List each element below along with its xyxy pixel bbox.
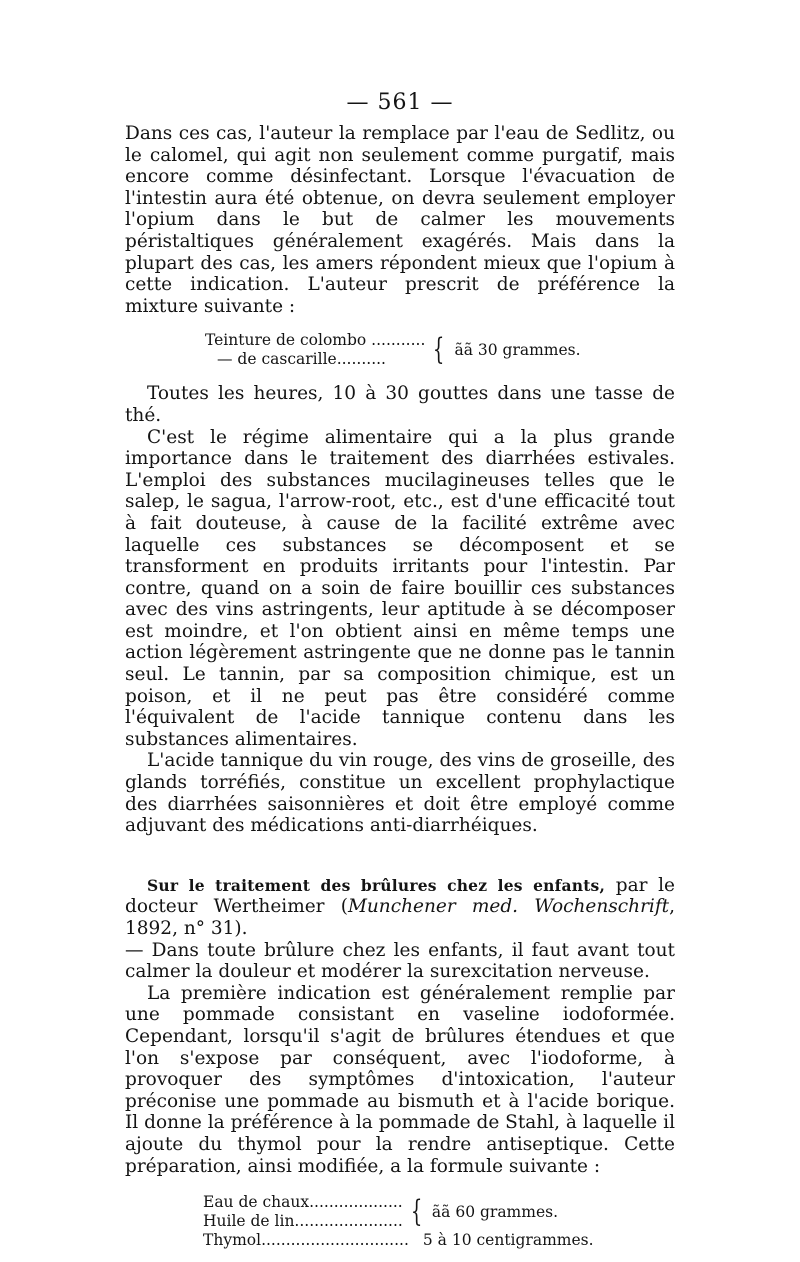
recipe-mixture (205, 331, 675, 369)
section-spacer (125, 837, 675, 875)
recipe-dose: ãã 60 grammes. (431, 1202, 559, 1221)
recipe-dose: ãã 30 grammes. (454, 340, 581, 359)
paragraph-1: Dans ces cas, l'auteur la remplace par l'eau de Sedlitz, ou le calomel, qui agit non seulement comme purgatif, mais encore comme désinfectant. Lorsque l'évacuation de l'intestin aura été obtenue, on devra seulement employer l'opium dans le but de calmer les mouvements péristaltiques généralement exagérés. Mais dans la plupart des cas, les amers répondent mieux que l'opium à cette indication. L'auteur prescrit de préférence la mixture suivante : (125, 123, 675, 317)
page-number: — 561 — (346, 90, 454, 115)
recipe-item-eau-de-chaux: Eau de chaux................... (203, 1193, 403, 1212)
section-byline: par le docteur Wertheimer ( (125, 874, 676, 918)
paragraph-4: L'acide tannique du vin rouge, des vins de groseille, des glands torréfiés, constitue un excellent prophylactique des diarrhées saisonnières et doit être employé comme adjuvant des médications anti-diarrhéiques. (125, 750, 675, 837)
paragraph-7: La première indication est généralement remplie par une pommade consistant en vaseline iodoformée. Cependant, lorsqu'il s'agit de brûlures étendues et que l'on s'expose par conséquent, avec l'iodoforme, à provoquer des symptômes d'intoxication, l'auteur préconise une pommade au bismuth et à l'acide borique. Il donne la préférence à la pommade de Stahl, à laquelle il ajoute du thymol pour la rendre antiseptique. Cette préparation, ainsi modifiée, a la formule suivante : (125, 982, 675, 1177)
paragraph-2: Toutes les heures, 10 à 30 gouttes dans une tasse de thé. (125, 383, 675, 426)
recipe-ointment (203, 1193, 675, 1250)
page-body (125, 123, 675, 1250)
recipe-ointment-thymol (203, 1231, 675, 1250)
recipe-brace: { (410, 1194, 423, 1230)
recipe-ointment-group (203, 1193, 675, 1231)
recipe-item-colombo: Teinture de colombo ........... (205, 331, 426, 350)
recipe-item-huile-de-lin: Huile de lin...................... (203, 1212, 403, 1231)
paragraph-3: C'est le régime alimentaire qui a la plus grande importance dans le traitement des diarrhées estivales. L'emploi des substances mucilagineuses telles que le salep, le sagua, l'arrow-root, etc., est d'une efficacité tout à fait douteuse, à cause de la facilité extrême avec laquelle ces substances se décomposent et se transforment en produits irritants pour l'intestin. Par contre, quand on a soin de faire bouillir ces substances avec des vins astringents, leur aptitude à se décomposer est moindre, et l'on obtient ainsi en même temps une action légèrement astringente que ne donne pas le tannin seul. Le tannin, par sa composition chimique, est un poison, et il ne peut pas être considéré comme l'équivalent de l'acide tannique contenu dans les substances alimentaires. (125, 426, 675, 750)
paragraph-6: — Dans toute brûlure chez les enfants, il faut avant tout calmer la douleur et modérer la surexcitation nerveuse. (125, 939, 675, 983)
recipe-item-cascarille: — de cascarille.......... (217, 350, 386, 369)
section-heading-paragraph (125, 875, 675, 940)
recipe-brace: { (433, 332, 445, 368)
recipe-dose-thymol: 5 à 10 centigrammes. (422, 1231, 594, 1250)
journal-title: Munchener med. Wochenschrift (347, 896, 670, 918)
recipe-item-thymol: Thymol.............................. (203, 1231, 409, 1250)
journal-reference: , 1892, n° 31). (125, 896, 676, 939)
section-heading: Sur le traitement des brûlures chez les enfants, (147, 875, 606, 895)
